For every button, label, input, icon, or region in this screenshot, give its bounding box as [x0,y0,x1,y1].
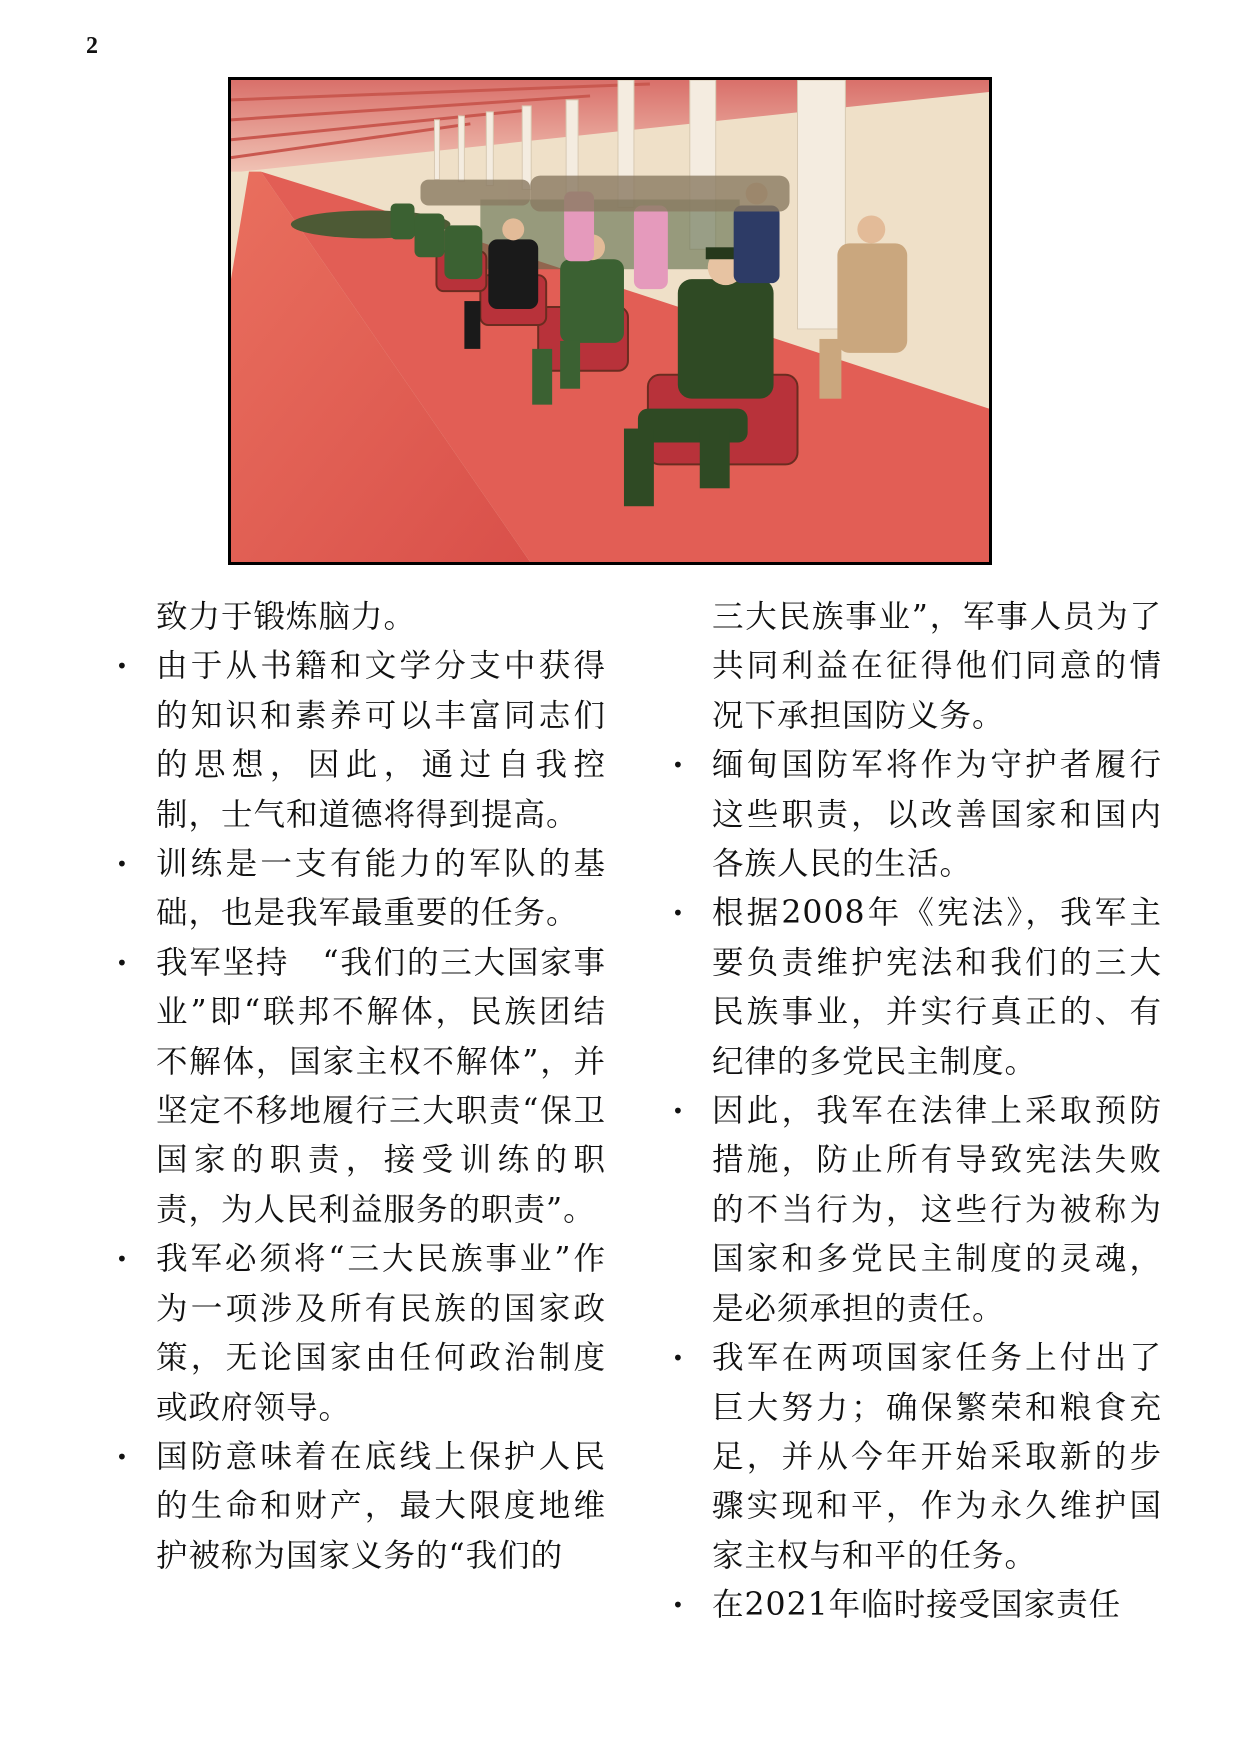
bullet-item: • 由于从书籍和文学分支中获得的知识和素养可以丰富同志们的思想，因此，通过自我控制，士气和道德将得到提高。 [156,642,606,840]
bullet-item: • 根据2008年《宪法》，我军主要负责维护宪法和我们的三大民族事业，并实行真正的、有纪律的多党民主制度。 [712,889,1162,1087]
left-column [156,593,606,1581]
bullet-item: • 我军坚持 “我们的三大国家事业”即“联邦不解体，民族团结不解体，国家主权不解体”，并坚定不移地履行三大职责“保卫国家的职责，接受训练的职责，为人民利益服务的职责”。 [156,939,606,1235]
bullet-item: • 在2021年临时接受国家责任 [712,1581,1162,1630]
bullet-item: • 国防意味着在底线上保护人民的生命和财产，最大限度地维护被称为国家义务的“我们的 [156,1433,606,1581]
bullet-item: • 因此，我军在法律上采取预防措施，防止所有导致宪法失败的不当行为，这些行为被称为国家和多党民主制度的灵魂，是必须承担的责任。 [712,1087,1162,1334]
list-item: 致力于锻炼脑力。 [156,599,417,635]
page-number: 2 [86,33,98,59]
ceremony-photo [228,77,992,565]
bullet-item: • 缅甸国防军将作为守护者履行这些职责，以改善国家和国内各族人民的生活。 [712,741,1162,889]
bullet-item: • 我军必须将“三大民族事业”作为一项涉及所有民族的国家政策，无论国家由任何政治制度或政府领导。 [156,1235,606,1433]
bullet-item: • 训练是一支有能力的军队的基础，也是我军最重要的任务。 [156,840,606,939]
right-column [712,593,1162,1631]
list-item: 三大民族事业”，军事人员为了共同利益在征得他们同意的情况下承担国防义务。 [712,599,1162,734]
bullet-item: • 我军在两项国家任务上付出了巨大努力；确保繁荣和粮食充足，并从今年开始采取新的步骤实现和平，作为永久维护国家主权与和平的任务。 [712,1334,1162,1581]
